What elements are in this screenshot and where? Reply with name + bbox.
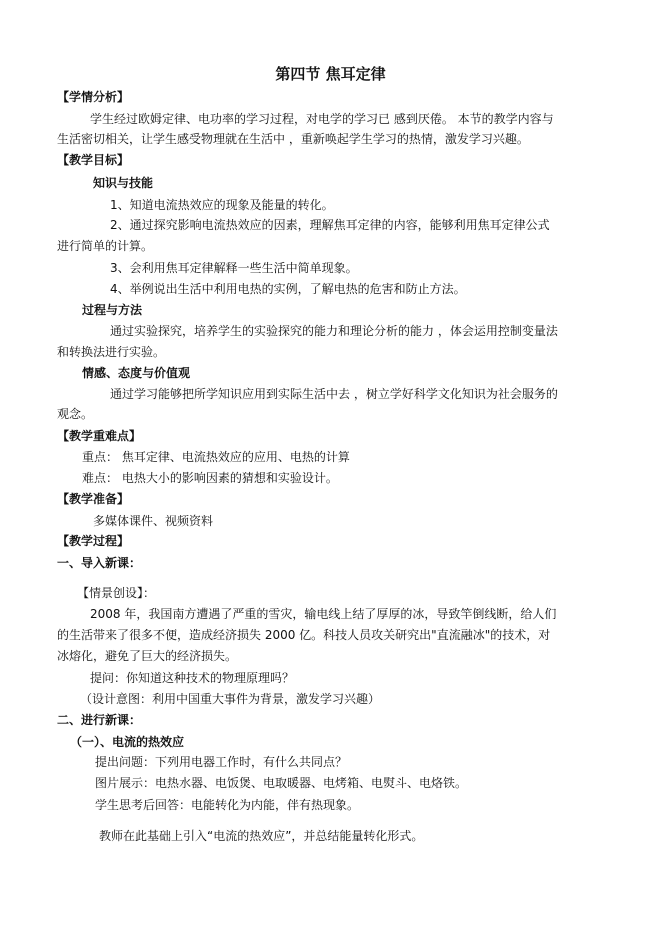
page-title: 第四节 焦耳定律 xyxy=(275,65,386,83)
question-text: 提问：你知道这种技术的物理原理吗？ xyxy=(90,671,295,685)
key-point-text: 重点： 焦耳定律、电流热效应的应用、电热的计算 xyxy=(82,450,350,464)
teacher-summary-text: 教师在此基础上引入“电流的热效应”，并总结能量转化形式。 xyxy=(99,829,424,843)
subsection-1-heading: （一）、电流的热效应 xyxy=(70,735,185,749)
pictures-text: 图片展示：电热水器、电饭煲、电取暖器、电烤箱、电熨斗、电烙铁。 xyxy=(95,776,468,790)
goal-item-2-line-1: 2、通过探究影响电流热效应的因素，理解焦耳定律的内容，能够利用焦耳定律公式 xyxy=(110,218,550,232)
design-intent-text: （设计意图：利用中国重大事件为背景，激发学习兴趣） xyxy=(80,692,381,706)
part-1-heading: 一、导入新课： xyxy=(57,556,142,570)
process-methods-heading: 过程与方法 xyxy=(82,303,143,317)
scenario-text-line-3: 冰熔化，避免了巨大的经济损失。 xyxy=(57,649,238,663)
goal-item-1: 1、知道电流热效应的现象及能量的转化。 xyxy=(110,198,334,212)
emotion-values-heading: 情感、态度与价值观 xyxy=(82,366,191,380)
process-text-line-1: 通过实验探究，培养学生的实验探究的能力和理论分析的能力 ，体会运用控制变量法 xyxy=(110,324,558,338)
goal-item-3: 3、会利用焦耳定律解释一些生活中简单现象。 xyxy=(110,261,358,275)
preparation-heading: 【教学准备】 xyxy=(57,492,130,506)
process-text-line-2: 和转换法进行实验。 xyxy=(57,345,166,359)
procedure-heading: 【教学过程】 xyxy=(57,534,130,548)
emotion-text-line-1: 通过学习能够把所学知识应用到实际生活中去 ，树立学好科学文化知识为社会服务的 xyxy=(110,387,558,401)
goal-item-2-line-2: 进行简单的计算。 xyxy=(57,239,154,253)
knowledge-skills-heading: 知识与技能 xyxy=(93,176,154,190)
difficulty-text: 难点： 电热大小的影响因素的猜想和实验设计。 xyxy=(82,471,338,485)
scenario-text-line-1: 2008 年，我国南方遭遇了严重的雪灾，输电线上结了厚厚的冰，导致竿倒线断，给人们 xyxy=(90,607,557,621)
key-points-heading: 【教学重难点】 xyxy=(57,429,142,443)
ask-question-text: 提出问题：下列用电器工作时，有什么共同点？ xyxy=(95,755,348,769)
student-answer-text: 学生思考后回答：电能转化为内能，伴有热现象。 xyxy=(95,798,360,812)
analysis-heading: 【学情分析】 xyxy=(57,90,130,104)
analysis-text-line-1: 学生经过欧姆定律、电功率的学习过程，对电学的学习已 感到厌倦。 本节的教学内容与 xyxy=(90,112,554,126)
scenario-heading: 【情景创设】： xyxy=(77,586,156,600)
scenario-text-line-2: 的生活带来了很多不便，造成经济损失 2000 亿。科技人员攻关研究出"直流融冰"的技术，对 xyxy=(57,628,551,642)
goal-item-4: 4、举例说出生活中利用电热的实例，了解电热的危害和防止方法。 xyxy=(110,282,466,296)
emotion-text-line-2: 观念。 xyxy=(57,407,94,421)
part-2-heading: 二、进行新课： xyxy=(57,713,142,727)
analysis-text-line-2: 生活密切相关，让学生感受物理就在生活中 ，重新唤起学生学习的热情，激发学习兴趣。 xyxy=(57,132,529,146)
preparation-text: 多媒体课件、视频资料 xyxy=(93,514,214,528)
goals-heading: 【教学目标】 xyxy=(57,153,130,167)
